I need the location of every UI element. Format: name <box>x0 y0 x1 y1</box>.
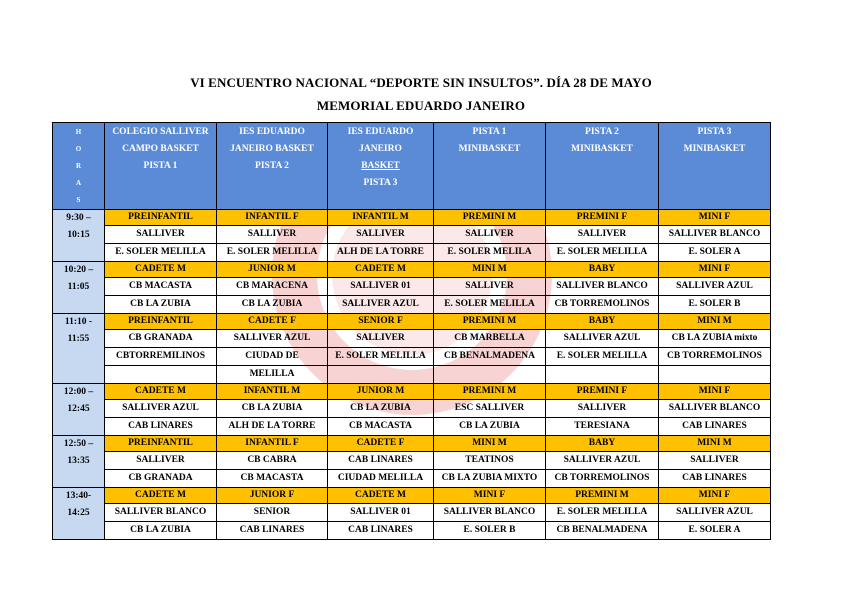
team-cell: CB LA ZUBIA MIXTO <box>434 470 546 488</box>
team-cell: E. SOLER B <box>434 522 546 540</box>
time-slot-line: 13:35 <box>67 456 90 466</box>
team-cell: MELILLA <box>217 366 328 384</box>
category-row <box>53 436 771 452</box>
team-row <box>53 400 771 418</box>
category-cell: PREINFANTIL <box>105 436 217 452</box>
time-slot <box>53 488 105 540</box>
document-title: VI ENCUENTRO NACIONAL “DEPORTE SIN INSULTOS”. DÍA 28 DE MAYO <box>190 75 652 90</box>
category-cell: PREMINI M <box>434 210 546 226</box>
team-row <box>53 296 771 314</box>
category-cell: BABY <box>546 314 659 330</box>
category-cell: JUNIOR M <box>328 384 434 400</box>
team-cell: E. SOLER MELILLA <box>328 348 434 366</box>
team-cell: CBTORREMILINOS <box>105 348 217 366</box>
team-cell: CAB LINARES <box>105 418 217 436</box>
team-cell: ALH DE LA TORRE <box>217 418 328 436</box>
column-header-colegio-salliver-pista-1: COLEGIO SALLIVER CAMPO BASKET PISTA 1 <box>105 123 217 210</box>
team-cell: SALLIVER AZUL <box>546 452 659 470</box>
team-cell: SALLIVER BLANCO <box>659 226 771 244</box>
team-cell <box>105 366 217 384</box>
category-row <box>53 262 771 278</box>
time-slot <box>53 314 105 384</box>
team-cell: CB LA ZUBIA <box>217 400 328 418</box>
time-slot-line: 11:10 - <box>64 317 93 327</box>
time-slot-line: 12:00 – <box>63 387 94 397</box>
time-slot-line: 9:30 – <box>66 213 91 223</box>
team-cell: SALLIVER <box>546 400 659 418</box>
schedule-table <box>52 122 771 540</box>
team-cell: E. SOLER MELILLA <box>546 348 659 366</box>
category-cell: PREINFANTIL <box>105 314 217 330</box>
team-cell: CB LA ZUBIA <box>328 400 434 418</box>
time-slot <box>53 262 105 314</box>
team-row <box>53 452 771 470</box>
team-cell <box>659 366 771 384</box>
team-cell: ALH DE LA TORRE <box>328 244 434 262</box>
team-cell: SALLIVER <box>105 452 217 470</box>
category-cell: MINI M <box>434 262 546 278</box>
team-cell: CB BENALMADENA <box>434 348 546 366</box>
team-cell: SALLIVER 01 <box>328 278 434 296</box>
category-cell: BABY <box>546 436 659 452</box>
category-cell: PREMINI M <box>434 384 546 400</box>
team-cell: E. SOLER MELILLA <box>105 244 217 262</box>
team-cell: CB MACASTA <box>328 418 434 436</box>
time-slot-line: 13:40- <box>65 491 92 501</box>
team-cell: E. SOLER MELILLA <box>434 296 546 314</box>
team-cell <box>546 366 659 384</box>
team-cell <box>328 366 434 384</box>
team-row <box>53 522 771 540</box>
team-cell: SALLIVER BLANCO <box>546 278 659 296</box>
team-cell: CB MARBELLA <box>434 330 546 348</box>
column-header-pista-3-minibasket: PISTA 3 MINIBASKET <box>659 123 771 210</box>
team-cell: SALLIVER AZUL <box>328 296 434 314</box>
category-row <box>53 488 771 504</box>
category-cell: CADETE M <box>105 262 217 278</box>
category-cell: MINI F <box>659 488 771 504</box>
team-cell: SALLIVER AZUL <box>546 330 659 348</box>
time-slot-line: 12:50 – <box>63 439 94 449</box>
team-cell: SALLIVER <box>105 226 217 244</box>
team-cell: E. SOLER A <box>659 522 771 540</box>
team-cell: CB LA ZUBIA <box>105 296 217 314</box>
team-cell: SALLIVER <box>328 226 434 244</box>
time-slot <box>53 210 105 262</box>
category-cell: SENIOR F <box>328 314 434 330</box>
team-cell: SALLIVER AZUL <box>105 400 217 418</box>
category-cell: INFANTIL F <box>217 210 328 226</box>
team-cell: CB MACASTA <box>217 470 328 488</box>
column-header-ies-eduardo-janeiro-pista-3: IES EDUARDO JANEIRO BASKET PISTA 3 <box>328 123 434 210</box>
team-cell: TEATINOS <box>434 452 546 470</box>
team-cell: SALLIVER <box>546 226 659 244</box>
category-cell: BABY <box>546 262 659 278</box>
category-row <box>53 314 771 330</box>
column-header-ies-eduardo-janeiro-pista-2: IES EDUARDO JANEIRO BASKET PISTA 2 <box>217 123 328 210</box>
team-row <box>53 278 771 296</box>
time-slot <box>53 384 105 436</box>
category-cell: PREMINI M <box>434 314 546 330</box>
team-cell: CIUDAD MELILLA <box>328 470 434 488</box>
document-subtitle: MEMORIAL EDUARDO JANEIRO <box>316 98 526 113</box>
team-cell: E. SOLER MELILLA <box>217 244 328 262</box>
category-cell: PREMINI M <box>546 488 659 504</box>
team-cell: CAB LINARES <box>659 470 771 488</box>
category-cell: MINI F <box>434 488 546 504</box>
time-slot-line: 11:05 <box>67 282 90 292</box>
category-cell: INFANTIL M <box>217 384 328 400</box>
time-slot-line: 12:45 <box>67 404 90 414</box>
category-cell: CADETE F <box>217 314 328 330</box>
category-cell: CADETE M <box>328 488 434 504</box>
category-cell: MINI M <box>659 314 771 330</box>
team-cell: CB LA ZUBIA <box>105 522 217 540</box>
category-cell: PREMINI F <box>546 210 659 226</box>
time-slot-line: 11:55 <box>67 334 90 344</box>
category-cell: JUNIOR M <box>217 262 328 278</box>
team-cell: CB LA ZUBIA <box>217 296 328 314</box>
category-cell: PREMINI F <box>546 384 659 400</box>
category-row <box>53 384 771 400</box>
category-cell: CADETE M <box>328 262 434 278</box>
team-row <box>53 244 771 262</box>
category-cell: MINI M <box>434 436 546 452</box>
team-cell: TERESIANA <box>546 418 659 436</box>
team-cell: CB BENALMADENA <box>546 522 659 540</box>
team-cell: SALLIVER <box>434 226 546 244</box>
team-cell: E. SOLER B <box>659 296 771 314</box>
category-cell: MINI F <box>659 384 771 400</box>
team-cell: E. SOLER MELILA <box>434 244 546 262</box>
team-cell: E. SOLER MELILLA <box>546 504 659 522</box>
column-header-pista-2-minibasket: PISTA 2 MINIBASKET <box>546 123 659 210</box>
category-cell: CADETE M <box>105 384 217 400</box>
team-cell: CAB LINARES <box>328 452 434 470</box>
team-cell: SALLIVER AZUL <box>659 504 771 522</box>
time-slot-line: 10:15 <box>67 230 90 240</box>
team-cell: SALLIVER <box>328 330 434 348</box>
team-cell: CIUDAD DE <box>217 348 328 366</box>
team-cell: CB GRANADA <box>105 470 217 488</box>
column-header-pista-1-minibasket: PISTA 1 MINIBASKET <box>434 123 546 210</box>
category-cell: JUNIOR F <box>217 488 328 504</box>
category-row <box>53 210 771 226</box>
team-cell: SALLIVER AZUL <box>659 278 771 296</box>
team-row <box>53 366 771 384</box>
team-cell <box>434 366 546 384</box>
category-cell: MINI F <box>659 262 771 278</box>
time-slot <box>53 436 105 488</box>
category-cell: PREINFANTIL <box>105 210 217 226</box>
team-row <box>53 418 771 436</box>
team-cell: CB CABRA <box>217 452 328 470</box>
category-cell: MINI M <box>659 436 771 452</box>
team-row <box>53 504 771 522</box>
category-cell: MINI F <box>659 210 771 226</box>
team-cell: SALLIVER <box>659 452 771 470</box>
team-cell: CB GRANADA <box>105 330 217 348</box>
team-cell: CB MARACENA <box>217 278 328 296</box>
category-cell: INFANTIL F <box>217 436 328 452</box>
team-cell: ESC SALLIVER <box>434 400 546 418</box>
team-row <box>53 226 771 244</box>
team-cell: SALLIVER BLANCO <box>659 400 771 418</box>
team-cell: CB TORREMOLINOS <box>546 296 659 314</box>
team-cell: SENIOR <box>217 504 328 522</box>
team-cell: CB MACASTA <box>105 278 217 296</box>
team-cell: CB TORREMOLINOS <box>659 348 771 366</box>
team-cell: CB LA ZUBIA mixto <box>659 330 771 348</box>
team-cell: SALLIVER BLANCO <box>105 504 217 522</box>
team-cell: SALLIVER BLANCO <box>434 504 546 522</box>
team-cell: CAB LINARES <box>659 418 771 436</box>
time-slot-line: 14:25 <box>67 508 90 518</box>
team-cell: SALLIVER <box>434 278 546 296</box>
team-cell: CB TORREMOLINOS <box>546 470 659 488</box>
team-cell: CB LA ZUBIA <box>434 418 546 436</box>
team-row <box>53 330 771 348</box>
team-cell: CAB LINARES <box>328 522 434 540</box>
team-row <box>53 470 771 488</box>
team-cell: SALLIVER AZUL <box>217 330 328 348</box>
category-cell: CADETE M <box>105 488 217 504</box>
team-cell: SALLIVER 01 <box>328 504 434 522</box>
team-cell: CAB LINARES <box>217 522 328 540</box>
team-row <box>53 348 771 366</box>
category-cell: INFANTIL M <box>328 210 434 226</box>
time-slot-line: 10:20 – <box>63 265 94 275</box>
team-cell: E. SOLER MELILLA <box>546 244 659 262</box>
team-cell: SALLIVER <box>217 226 328 244</box>
team-cell: E. SOLER A <box>659 244 771 262</box>
horas-header: H O R A S <box>53 123 105 210</box>
category-cell: CADETE F <box>328 436 434 452</box>
